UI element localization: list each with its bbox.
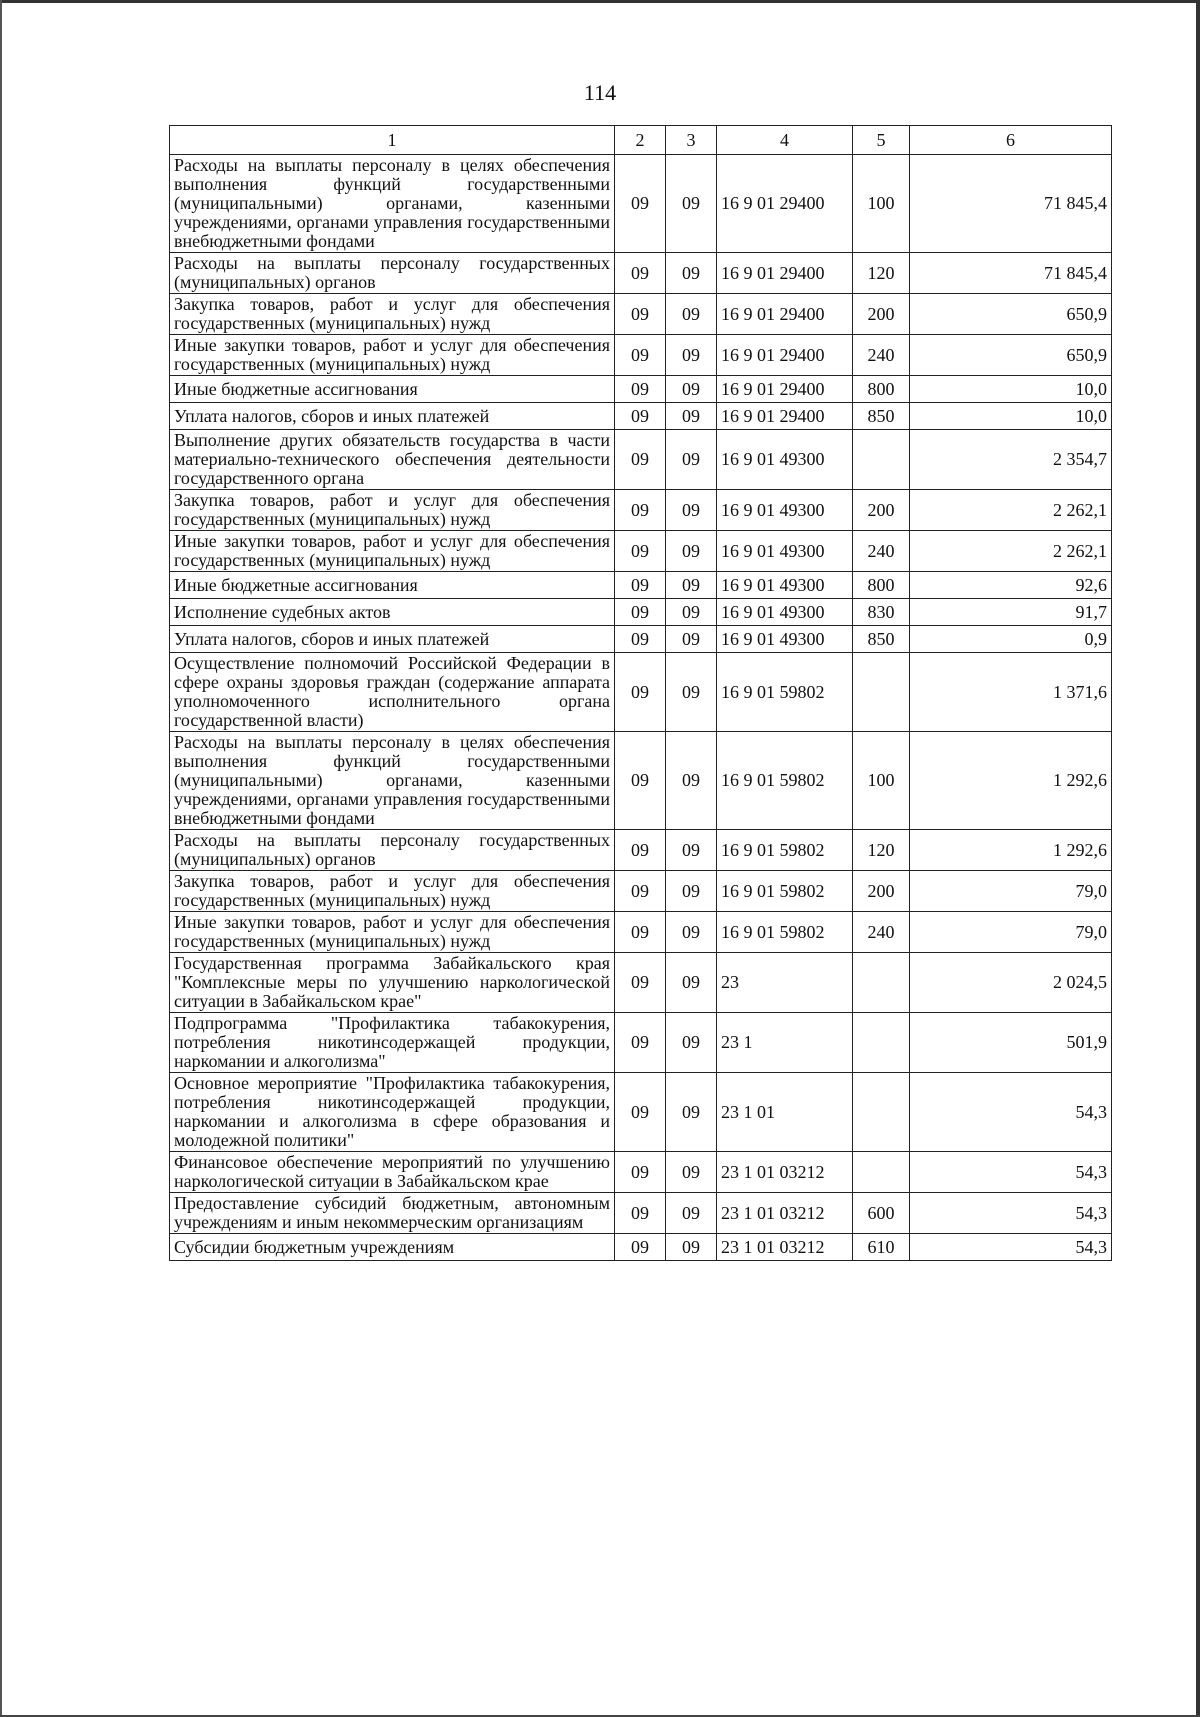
cell-expense-type: 850 — [853, 403, 910, 430]
cell-target-code: 16 9 01 49300 — [717, 626, 853, 653]
cell-expense-type: 600 — [853, 1193, 910, 1234]
cell-amount: 10,0 — [910, 403, 1112, 430]
cell-name: Закупка товаров, работ и услуг для обеспечения государственных (муниципальных) нужд — [170, 490, 615, 531]
cell-expense-type — [853, 1152, 910, 1193]
cell-subsection: 09 — [666, 1013, 717, 1073]
cell-target-code: 16 9 01 29400 — [717, 403, 853, 430]
table-row — [170, 572, 1112, 599]
cell-name: Иные закупки товаров, работ и услуг для обеспечения государственных (муниципальных) нужд — [170, 335, 615, 376]
cell-target-code: 16 9 01 29400 — [717, 335, 853, 376]
cell-expense-type: 240 — [853, 335, 910, 376]
cell-expense-type: 120 — [853, 830, 910, 871]
cell-subsection: 09 — [666, 490, 717, 531]
cell-target-code: 23 — [717, 953, 853, 1013]
cell-expense-type: 610 — [853, 1234, 910, 1261]
cell-expense-type: 100 — [853, 155, 910, 253]
cell-name: Субсидии бюджетным учреждениям — [170, 1234, 615, 1261]
column-header-2: 2 — [615, 126, 666, 155]
table-row — [170, 626, 1112, 653]
cell-subsection: 09 — [666, 572, 717, 599]
cell-target-code: 16 9 01 59802 — [717, 653, 853, 732]
cell-amount: 501,9 — [910, 1013, 1112, 1073]
cell-section: 09 — [615, 599, 666, 626]
table-row — [170, 430, 1112, 490]
cell-subsection: 09 — [666, 335, 717, 376]
cell-target-code: 16 9 01 49300 — [717, 599, 853, 626]
cell-amount: 71 845,4 — [910, 253, 1112, 294]
table-row — [170, 871, 1112, 912]
column-header-3: 3 — [666, 126, 717, 155]
cell-target-code: 16 9 01 59802 — [717, 912, 853, 953]
cell-name: Расходы на выплаты персоналу государственных (муниципальных) органов — [170, 253, 615, 294]
cell-amount: 54,3 — [910, 1193, 1112, 1234]
cell-amount: 0,9 — [910, 626, 1112, 653]
cell-expense-type — [853, 430, 910, 490]
cell-name: Уплата налогов, сборов и иных платежей — [170, 626, 615, 653]
cell-expense-type: 800 — [853, 376, 910, 403]
cell-target-code: 23 1 — [717, 1013, 853, 1073]
table-row — [170, 953, 1112, 1013]
table-header-row — [170, 126, 1112, 155]
table-row — [170, 830, 1112, 871]
cell-target-code: 16 9 01 29400 — [717, 253, 853, 294]
cell-section: 09 — [615, 871, 666, 912]
cell-expense-type — [853, 653, 910, 732]
cell-section: 09 — [615, 403, 666, 430]
page-number: 114 — [583, 80, 617, 105]
cell-subsection: 09 — [666, 155, 717, 253]
table-row — [170, 912, 1112, 953]
cell-amount: 2 024,5 — [910, 953, 1112, 1013]
cell-name: Осуществление полномочий Российской Федерации в сфере охраны здоровья граждан (содержание аппарата уполномоченного исполнительного органа государственной власти) — [170, 653, 615, 732]
cell-amount: 2 262,1 — [910, 490, 1112, 531]
cell-amount: 650,9 — [910, 294, 1112, 335]
cell-subsection: 09 — [666, 953, 717, 1013]
cell-subsection: 09 — [666, 376, 717, 403]
cell-expense-type: 850 — [853, 626, 910, 653]
cell-subsection: 09 — [666, 403, 717, 430]
table-row — [170, 155, 1112, 253]
table-row — [170, 403, 1112, 430]
cell-subsection: 09 — [666, 732, 717, 830]
cell-subsection: 09 — [666, 253, 717, 294]
scan-edge-right — [1196, 0, 1200, 1717]
cell-section: 09 — [615, 531, 666, 572]
cell-subsection: 09 — [666, 1193, 717, 1234]
cell-expense-type — [853, 1073, 910, 1152]
column-header-4: 4 — [717, 126, 853, 155]
cell-name: Закупка товаров, работ и услуг для обеспечения государственных (муниципальных) нужд — [170, 871, 615, 912]
table-row — [170, 653, 1112, 732]
cell-name: Уплата налогов, сборов и иных платежей — [170, 403, 615, 430]
cell-subsection: 09 — [666, 830, 717, 871]
cell-subsection: 09 — [666, 653, 717, 732]
cell-expense-type: 200 — [853, 490, 910, 531]
cell-section: 09 — [615, 1193, 666, 1234]
table-row — [170, 335, 1112, 376]
cell-target-code: 23 1 01 — [717, 1073, 853, 1152]
cell-amount: 1 292,6 — [910, 732, 1112, 830]
cell-target-code: 16 9 01 59802 — [717, 830, 853, 871]
cell-subsection: 09 — [666, 430, 717, 490]
cell-target-code: 16 9 01 29400 — [717, 155, 853, 253]
cell-name: Выполнение других обязательств государства в части материально-технического обеспечения деятельности государственного органа — [170, 430, 615, 490]
budget-table — [169, 125, 1112, 1261]
table-row — [170, 1013, 1112, 1073]
cell-target-code: 23 1 01 03212 — [717, 1193, 853, 1234]
cell-amount: 10,0 — [910, 376, 1112, 403]
scan-edge-top — [0, 0, 1200, 3]
cell-target-code: 16 9 01 49300 — [717, 430, 853, 490]
cell-name: Иные бюджетные ассигнования — [170, 572, 615, 599]
cell-amount: 79,0 — [910, 912, 1112, 953]
table-row — [170, 253, 1112, 294]
table-row — [170, 599, 1112, 626]
cell-name: Иные закупки товаров, работ и услуг для обеспечения государственных (муниципальных) нужд — [170, 531, 615, 572]
cell-subsection: 09 — [666, 599, 717, 626]
cell-target-code: 16 9 01 49300 — [717, 572, 853, 599]
cell-name: Подпрограмма "Профилактика табакокурения, потребления никотинсодержащей продукции, наркомании и алкоголизма" — [170, 1013, 615, 1073]
cell-target-code: 23 1 01 03212 — [717, 1152, 853, 1193]
cell-section: 09 — [615, 953, 666, 1013]
column-header-5: 5 — [853, 126, 910, 155]
cell-section: 09 — [615, 732, 666, 830]
cell-amount: 2 354,7 — [910, 430, 1112, 490]
cell-target-code: 16 9 01 29400 — [717, 376, 853, 403]
cell-amount: 1 292,6 — [910, 830, 1112, 871]
cell-expense-type: 200 — [853, 294, 910, 335]
cell-amount: 79,0 — [910, 871, 1112, 912]
cell-name: Основное мероприятие "Профилактика табакокурения, потребления никотинсодержащей продукции, наркомании и алкоголизма в сфере образования и молодежной политики" — [170, 1073, 615, 1152]
cell-name: Иные бюджетные ассигнования — [170, 376, 615, 403]
cell-name: Расходы на выплаты персоналу в целях обеспечения выполнения функций государственными (муниципальными) органами, казенными учреждениями, органами управления государственными внебюджетными фондами — [170, 155, 615, 253]
table-row — [170, 294, 1112, 335]
cell-section: 09 — [615, 430, 666, 490]
cell-amount: 54,3 — [910, 1234, 1112, 1261]
cell-amount: 1 371,6 — [910, 653, 1112, 732]
cell-target-code: 16 9 01 59802 — [717, 871, 853, 912]
cell-expense-type: 200 — [853, 871, 910, 912]
table-row — [170, 1193, 1112, 1234]
cell-subsection: 09 — [666, 294, 717, 335]
cell-name: Исполнение судебных актов — [170, 599, 615, 626]
cell-subsection: 09 — [666, 912, 717, 953]
cell-name: Расходы на выплаты персоналу государственных (муниципальных) органов — [170, 830, 615, 871]
cell-section: 09 — [615, 653, 666, 732]
cell-name: Закупка товаров, работ и услуг для обеспечения государственных (муниципальных) нужд — [170, 294, 615, 335]
cell-section: 09 — [615, 912, 666, 953]
table-row — [170, 531, 1112, 572]
cell-target-code: 16 9 01 49300 — [717, 531, 853, 572]
cell-section: 09 — [615, 1013, 666, 1073]
cell-expense-type: 830 — [853, 599, 910, 626]
cell-expense-type — [853, 953, 910, 1013]
cell-subsection: 09 — [666, 531, 717, 572]
cell-section: 09 — [615, 490, 666, 531]
column-header-6: 6 — [910, 126, 1112, 155]
cell-expense-type: 240 — [853, 531, 910, 572]
cell-expense-type: 120 — [853, 253, 910, 294]
cell-amount: 92,6 — [910, 572, 1112, 599]
cell-amount: 2 262,1 — [910, 531, 1112, 572]
cell-target-code: 23 1 01 03212 — [717, 1234, 853, 1261]
table-row — [170, 732, 1112, 830]
table-row — [170, 1073, 1112, 1152]
cell-section: 09 — [615, 626, 666, 653]
cell-name: Расходы на выплаты персоналу в целях обеспечения выполнения функций государственными (муниципальными) органами, казенными учреждениями, органами управления государственными внебюджетными фондами — [170, 732, 615, 830]
cell-target-code: 16 9 01 29400 — [717, 294, 853, 335]
table-row — [170, 1234, 1112, 1261]
cell-subsection: 09 — [666, 626, 717, 653]
cell-expense-type: 800 — [853, 572, 910, 599]
cell-amount: 71 845,4 — [910, 155, 1112, 253]
cell-subsection: 09 — [666, 1152, 717, 1193]
cell-amount: 650,9 — [910, 335, 1112, 376]
cell-target-code: 16 9 01 59802 — [717, 732, 853, 830]
cell-subsection: 09 — [666, 871, 717, 912]
table-body — [170, 155, 1112, 1261]
cell-name: Государственная программа Забайкальского края "Комплексные меры по улучшению наркологической ситуации в Забайкальском крае" — [170, 953, 615, 1013]
table-row — [170, 376, 1112, 403]
cell-expense-type: 100 — [853, 732, 910, 830]
table-row — [170, 1152, 1112, 1193]
cell-section: 09 — [615, 572, 666, 599]
column-header-1: 1 — [170, 126, 615, 155]
cell-name: Финансовое обеспечение мероприятий по улучшению наркологической ситуации в Забайкальском крае — [170, 1152, 615, 1193]
cell-amount: 54,3 — [910, 1073, 1112, 1152]
cell-name: Иные закупки товаров, работ и услуг для обеспечения государственных (муниципальных) нужд — [170, 912, 615, 953]
cell-section: 09 — [615, 1234, 666, 1261]
cell-section: 09 — [615, 253, 666, 294]
cell-name: Предоставление субсидий бюджетным, автономным учреждениям и иным некоммерческим организациям — [170, 1193, 615, 1234]
cell-section: 09 — [615, 376, 666, 403]
cell-section: 09 — [615, 1073, 666, 1152]
scan-edge-left — [0, 0, 2, 1717]
cell-expense-type: 240 — [853, 912, 910, 953]
cell-section: 09 — [615, 1152, 666, 1193]
cell-section: 09 — [615, 294, 666, 335]
cell-section: 09 — [615, 155, 666, 253]
cell-subsection: 09 — [666, 1073, 717, 1152]
cell-amount: 91,7 — [910, 599, 1112, 626]
cell-target-code: 16 9 01 49300 — [717, 490, 853, 531]
cell-amount: 54,3 — [910, 1152, 1112, 1193]
cell-subsection: 09 — [666, 1234, 717, 1261]
cell-section: 09 — [615, 335, 666, 376]
table-row — [170, 490, 1112, 531]
cell-expense-type — [853, 1013, 910, 1073]
cell-section: 09 — [615, 830, 666, 871]
